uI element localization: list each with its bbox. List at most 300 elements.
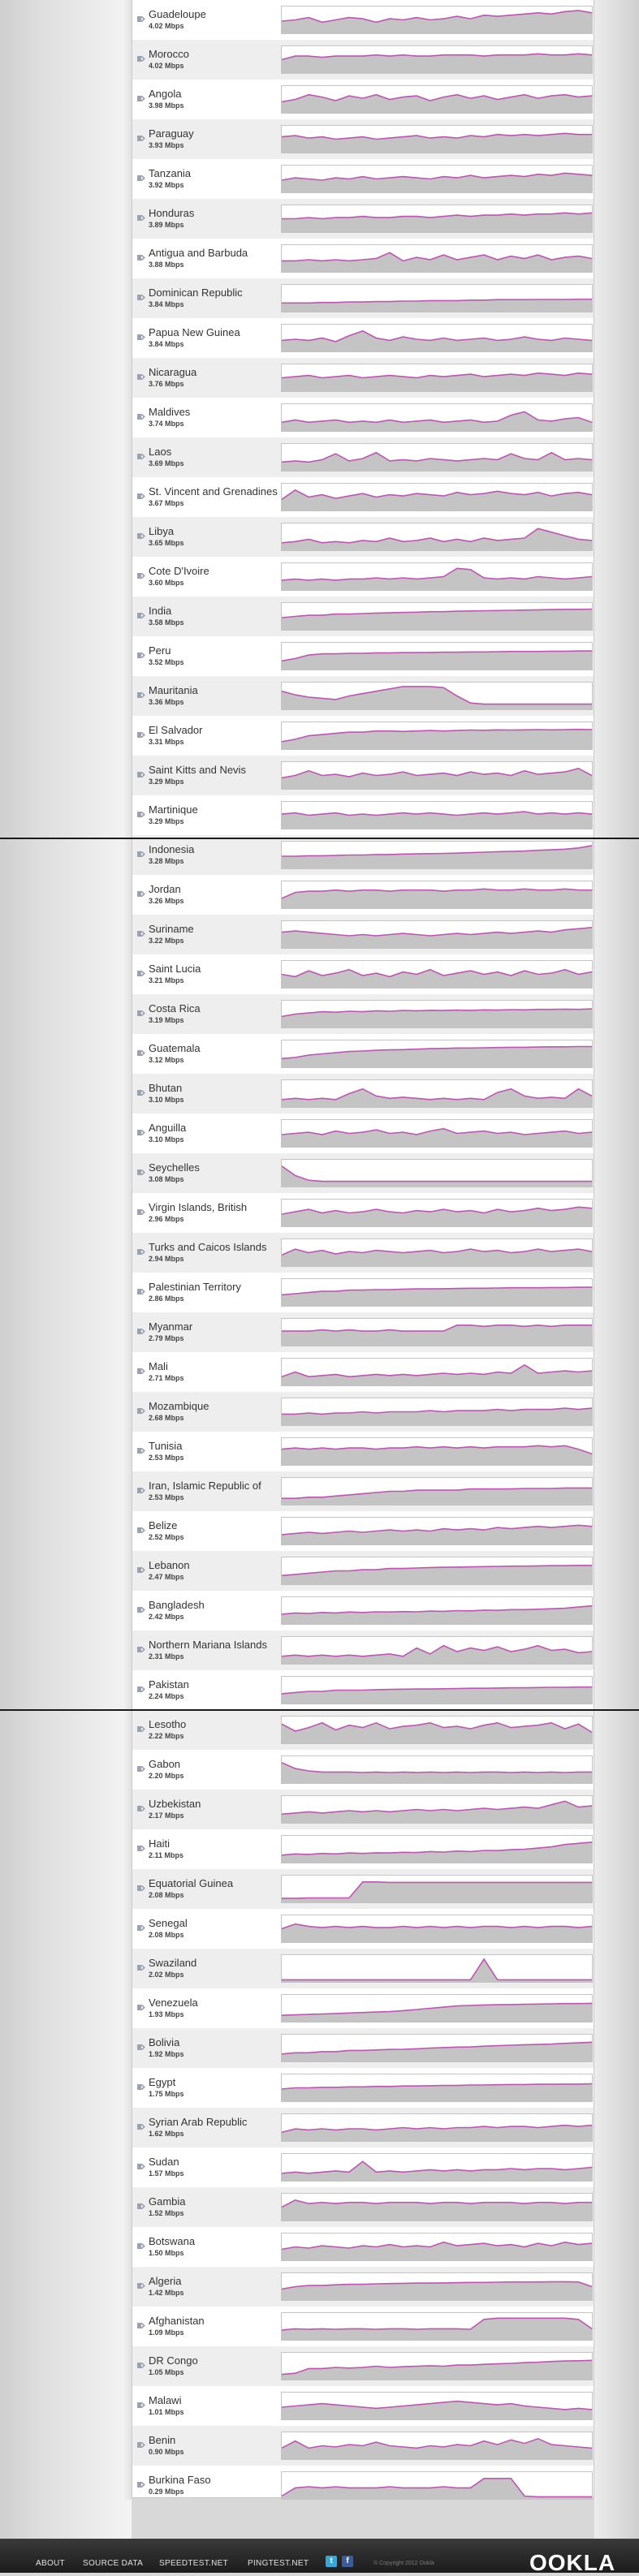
arrow-bullet-icon [137,489,145,494]
arrow-bullet-icon [137,210,145,216]
country-speed: 2.31 Mbps [149,1652,184,1661]
arrow-bullet-icon [137,1801,145,1807]
sparkline-area [282,889,592,908]
country-speed: 3.19 Mbps [149,1016,184,1024]
arrow-bullet-icon [137,51,145,57]
arrow-bullet-icon [137,91,145,97]
country-row [132,1988,594,2028]
country-name[interactable]: Mozambique [149,1400,209,1412]
country-speed: 3.92 Mbps [149,181,184,189]
country-name[interactable]: Bhutan [149,1082,183,1094]
country-name[interactable]: Northern Mariana Islands [149,1639,267,1651]
country-name[interactable]: Tanzania [149,167,192,179]
country-row [132,1471,594,1511]
country-name[interactable]: Afghanistan [149,2315,205,2327]
country-name[interactable]: Maldives [149,406,191,418]
sparkline-area [282,1166,592,1187]
country-name[interactable]: Senegal [149,1917,188,1929]
country-row [132,278,594,318]
country-name[interactable]: Iran, Islamic Republic of [149,1480,261,1492]
speed-sparkline [281,1079,593,1108]
country-name[interactable]: Benin [149,2434,176,2446]
country-row [132,716,594,756]
country-name[interactable]: Indonesia [149,843,195,855]
country-speed: 3.93 Mbps [149,141,184,149]
country-name[interactable]: Saint Kitts and Nevis [149,764,246,776]
country-name[interactable]: Peru [149,644,171,657]
country-row [132,2346,594,2386]
sparkline-chart [282,1478,592,1505]
sparkline-chart [282,1876,592,1902]
country-row [132,2307,594,2346]
sparkline-area [282,1525,592,1544]
country-name[interactable]: Myanmar [149,1320,193,1333]
country-name[interactable]: Mauritania [149,684,198,696]
country-speed: 3.29 Mbps [149,778,184,786]
sparkline-chart [282,722,592,749]
country-row [132,636,594,676]
sparkline-chart [282,2114,592,2141]
arrow-bullet-icon [137,1523,145,1528]
country-name[interactable]: Nicaragua [149,366,197,378]
country-speed-list [132,0,594,2498]
arrow-bullet-icon [137,2238,145,2244]
sparkline-line [282,1166,592,1182]
speed-sparkline [281,1278,593,1307]
speed-sparkline [281,2113,593,2142]
country-name[interactable]: Mali [149,1360,168,1372]
arrow-bullet-icon [137,1602,145,1608]
sparkline-line [282,411,592,422]
arrow-bullet-icon [137,11,145,17]
country-name[interactable]: Equatorial Guinea [149,1877,234,1889]
arrow-bullet-icon [137,1483,145,1488]
country-row [132,2466,594,2505]
speed-sparkline [281,6,593,34]
country-speed: 2.02 Mbps [149,1971,184,1979]
country-name[interactable]: Bolivia [149,2036,180,2048]
sparkline-area [282,1047,592,1068]
arrow-bullet-icon [137,1363,145,1369]
country-name[interactable]: Algeria [149,2275,182,2287]
speed-sparkline [281,1358,593,1386]
speed-sparkline [281,841,593,869]
arrow-bullet-icon [137,1841,145,1846]
footer-link-source-data[interactable]: SOURCE DATA [83,2559,144,2568]
country-name[interactable]: Guatemala [149,1042,201,1054]
country-speed: 3.69 Mbps [149,459,184,467]
country-speed: 2.22 Mbps [149,1732,184,1740]
speed-sparkline [281,85,593,114]
arrow-bullet-icon [137,1642,145,1648]
arrow-bullet-icon [137,1403,145,1409]
country-row [132,2068,594,2108]
country-speed: 3.58 Mbps [149,618,184,627]
country-speed: 1.92 Mbps [149,2050,184,2058]
speed-sparkline [281,1437,593,1466]
sparkline-chart [282,1637,592,1664]
sparkline-chart [282,325,592,351]
twitter-icon[interactable]: t [326,2556,337,2567]
country-name[interactable]: Tunisia [149,1440,183,1452]
panel-shadow [123,0,132,2500]
sparkline-area [282,1566,592,1584]
speed-sparkline [281,761,593,790]
speed-sparkline [281,1875,593,1903]
sparkline-chart [282,1080,592,1107]
country-row [132,1074,594,1114]
arrow-bullet-icon [137,1682,145,1687]
arrow-bullet-icon [137,170,145,176]
sparkline-area [282,2003,592,2022]
sparkline-chart [282,2472,592,2499]
country-name[interactable]: Cote D'Ivoire [149,565,209,577]
speed-sparkline [281,205,593,233]
sparkline-chart [282,404,592,431]
country-speed: 1.09 Mbps [149,2328,184,2337]
country-row [132,119,594,159]
country-name[interactable]: Libya [149,525,175,537]
sparkline-chart [282,1518,592,1544]
country-speed: 2.86 Mbps [149,1294,184,1303]
ookla-logo[interactable]: OOKLA [529,2550,616,2575]
country-speed: 2.53 Mbps [149,1454,184,1462]
country-name[interactable]: Malawi [149,2394,182,2406]
country-row [132,2267,594,2307]
arrow-bullet-icon [137,1761,145,1767]
sparkline-chart [282,484,592,510]
speed-sparkline [281,960,593,989]
arrow-bullet-icon [137,2119,145,2125]
country-speed: 2.53 Mbps [149,1493,184,1501]
country-speed: 2.52 Mbps [149,1533,184,1541]
section-divider [0,838,639,839]
country-row [132,2386,594,2426]
arrow-bullet-icon [137,2079,145,2085]
country-row [132,2187,594,2227]
arrow-bullet-icon [137,1562,145,1568]
sparkline-chart [282,1955,592,1982]
sparkline-chart [282,842,592,868]
country-row [132,159,594,199]
country-name[interactable]: Morocco [149,48,189,60]
country-speed: 1.01 Mbps [149,2408,184,2416]
speed-sparkline [281,1000,593,1028]
country-speed: 2.94 Mbps [149,1255,184,1263]
country-row [132,795,594,835]
country-row [132,517,594,557]
country-name[interactable]: Honduras [149,207,195,219]
sparkline-chart [282,2353,592,2380]
speed-sparkline [281,1596,593,1625]
speed-sparkline [281,2312,593,2341]
arrow-bullet-icon [137,1204,145,1210]
speed-sparkline [281,324,593,352]
country-row [132,1909,594,1949]
country-speed: 2.47 Mbps [149,1573,184,1581]
arrow-bullet-icon [137,727,145,733]
speed-sparkline [281,483,593,511]
country-name[interactable]: Paraguay [149,127,194,140]
arrow-bullet-icon [137,2318,145,2324]
country-name[interactable]: Burkina Faso [149,2474,211,2486]
arrow-bullet-icon [137,1244,145,1250]
country-speed: 1.05 Mbps [149,2368,184,2376]
speed-sparkline [281,1835,593,1863]
country-name[interactable]: Antigua and Barbuda [149,247,248,259]
speed-sparkline [281,1676,593,1704]
country-name[interactable]: Lesotho [149,1718,187,1730]
arrow-bullet-icon [137,131,145,136]
sparkline-chart [282,2273,592,2300]
speed-sparkline [281,244,593,273]
sparkline-chart [282,603,592,630]
speed-sparkline [281,1636,593,1665]
country-speed: 4.02 Mbps [149,62,184,70]
country-speed: 3.89 Mbps [149,221,184,229]
country-name[interactable]: Seychelles [149,1161,200,1174]
footer-link-about[interactable]: ABOUT [36,2559,65,2568]
country-speed: 3.10 Mbps [149,1135,184,1144]
country-name[interactable]: El Salvador [149,724,203,736]
country-row [132,398,594,437]
arrow-bullet-icon [137,2477,145,2483]
speed-sparkline [281,284,593,312]
sparkline-area [282,2360,592,2380]
sparkline-area [282,2084,592,2101]
arrow-bullet-icon [137,966,145,971]
country-name[interactable]: Palestinian Territory [149,1281,241,1293]
sparkline-chart [282,762,592,789]
country-row [132,835,594,875]
country-name[interactable]: Dominican Republic [149,286,243,299]
speed-sparkline [281,722,593,750]
country-name[interactable]: Belize [149,1519,178,1531]
country-name[interactable]: Pakistan [149,1678,189,1691]
country-name[interactable]: Virgin Islands, British [149,1201,248,1213]
country-name[interactable]: Gabon [149,1758,181,1770]
arrow-bullet-icon [137,250,145,256]
country-row [132,1034,594,1074]
arrow-bullet-icon [137,2278,145,2284]
sparkline-chart [282,563,592,590]
sparkline-chart [282,523,592,550]
country-name[interactable]: Jordan [149,883,181,895]
country-row [132,2227,594,2267]
country-speed: 3.84 Mbps [149,300,184,308]
sparkline-area [282,769,592,789]
sparkline-chart [282,1160,592,1187]
country-row [132,1630,594,1670]
footer [0,2539,639,2573]
country-name[interactable]: DR Congo [149,2354,198,2367]
country-name[interactable]: St. Vincent and Grenadines [149,485,278,498]
country-name[interactable]: Saint Lucia [149,963,201,975]
speed-sparkline [281,2352,593,2380]
speed-sparkline [281,1119,593,1148]
arrow-bullet-icon [137,290,145,295]
country-name[interactable]: Venezuela [149,1997,198,2009]
sparkline-area [282,2479,592,2499]
speed-sparkline [281,364,593,392]
sparkline-chart [282,2194,592,2221]
country-row [132,1312,594,1352]
country-speed: 3.88 Mbps [149,261,184,269]
country-name[interactable]: Swaziland [149,1957,197,1969]
country-speed: 3.08 Mbps [149,1175,184,1183]
country-name[interactable]: Syrian Arab Republic [149,2116,248,2128]
sparkline-chart [282,921,592,948]
sparkline-chart [282,1319,592,1346]
arrow-bullet-icon [137,1085,145,1091]
country-row [132,1869,594,1909]
sparkline-chart [282,1438,592,1465]
page-background-left [0,0,132,2539]
country-row [132,1114,594,1153]
arrow-bullet-icon [137,767,145,773]
country-row [132,239,594,278]
speed-sparkline [281,1517,593,1545]
copyright-text: © Copyright 2012 Ookla [373,2561,434,2566]
country-name[interactable]: Botswana [149,2235,196,2247]
country-name[interactable]: Turks and Caicos Islands [149,1241,267,1253]
speed-sparkline [281,1398,593,1426]
country-speed: 2.24 Mbps [149,1692,184,1700]
country-row [132,0,594,40]
speed-sparkline [281,920,593,949]
country-name[interactable]: Guadeloupe [149,8,206,20]
sparkline-area [282,1287,592,1306]
country-speed: 2.71 Mbps [149,1374,184,1382]
arrow-bullet-icon [137,330,145,335]
speed-sparkline [281,642,593,670]
country-name[interactable]: Martinique [149,803,198,816]
arrow-bullet-icon [137,846,145,852]
sparkline-chart [282,1200,592,1226]
country-row [132,358,594,398]
country-row [132,2147,594,2187]
country-row [132,80,594,119]
country-row [132,1392,594,1432]
speed-sparkline [281,1557,593,1585]
sparkline-chart [282,1915,592,1942]
sparkline-chart [282,683,592,709]
country-name[interactable]: Haiti [149,1837,171,1850]
country-speed: 2.68 Mbps [149,1414,184,1422]
arrow-bullet-icon [137,1284,145,1290]
sparkline-chart [282,1717,592,1743]
sparkline-area [282,846,592,868]
footer-link-pingtest[interactable]: PINGTEST.NET [248,2559,309,2568]
country-row [132,954,594,994]
arrow-bullet-icon [137,1960,145,1966]
sparkline-chart [282,643,592,670]
sparkline-chart [282,1120,592,1147]
country-row [132,1829,594,1869]
country-row [132,676,594,716]
speed-sparkline [281,1716,593,1744]
speed-sparkline [281,523,593,551]
country-row [132,1352,594,1392]
arrow-bullet-icon [137,1125,145,1131]
sparkline-chart [282,1040,592,1067]
country-name[interactable]: Egypt [149,2076,176,2088]
country-row [132,1511,594,1551]
country-row [132,1273,594,1312]
sparkline-chart [282,2393,592,2419]
country-speed: 1.93 Mbps [149,2010,184,2018]
speed-sparkline [281,1159,593,1187]
sparkline-area [282,928,592,948]
speed-sparkline [281,2272,593,2301]
country-name[interactable]: Sudan [149,2156,179,2168]
arrow-bullet-icon [137,1165,145,1170]
country-row [132,875,594,915]
sparkline-chart [282,1836,592,1863]
country-speed: 3.52 Mbps [149,658,184,666]
speed-sparkline [281,562,593,591]
arrow-bullet-icon [137,369,145,375]
sparkline-chart [282,86,592,113]
country-name[interactable]: Laos [149,446,172,458]
speed-sparkline [281,1318,593,1346]
country-name[interactable]: Papua New Guinea [149,326,240,338]
sparkline-area [282,812,592,829]
country-name[interactable]: Bangladesh [149,1599,205,1611]
country-row [132,1949,594,1988]
sparkline-line [282,1959,592,1980]
sparkline-chart [282,2313,592,2340]
country-row [132,2028,594,2068]
sparkline-chart [282,2154,592,2181]
country-name[interactable]: Suriname [149,923,194,935]
speed-sparkline [281,2471,593,2500]
speed-sparkline [281,443,593,472]
country-speed: 3.36 Mbps [149,698,184,706]
sparkline-chart [282,245,592,272]
country-row [132,557,594,597]
country-name[interactable]: Gambia [149,2195,186,2208]
country-name[interactable]: Anguilla [149,1122,187,1134]
country-speed: 3.12 Mbps [149,1056,184,1064]
country-name[interactable]: Uzbekistan [149,1798,201,1810]
speed-sparkline [281,1755,593,1784]
country-name[interactable]: Lebanon [149,1559,190,1571]
speed-sparkline [281,125,593,153]
speed-sparkline [281,602,593,631]
country-speed: 0.90 Mbps [149,2448,184,2456]
country-name[interactable]: Costa Rica [149,1002,201,1014]
country-speed: 3.28 Mbps [149,857,184,865]
arrow-bullet-icon [137,2199,145,2204]
country-speed: 2.79 Mbps [149,1334,184,1342]
country-name[interactable]: Angola [149,88,182,100]
sparkline-area [282,490,592,510]
sparkline-chart [282,1597,592,1624]
country-row [132,1591,594,1630]
arrow-bullet-icon [137,886,145,892]
speed-sparkline [281,1477,593,1506]
sparkline-chart [282,6,592,33]
country-name[interactable]: India [149,605,172,617]
country-row [132,1153,594,1193]
sparkline-area [282,133,592,153]
facebook-icon[interactable]: f [342,2556,353,2567]
sparkline-chart [282,881,592,908]
arrow-bullet-icon [137,568,145,574]
sparkline-area [282,730,592,749]
footer-link-speedtest[interactable]: SPEEDTEST.NET [159,2559,229,2568]
